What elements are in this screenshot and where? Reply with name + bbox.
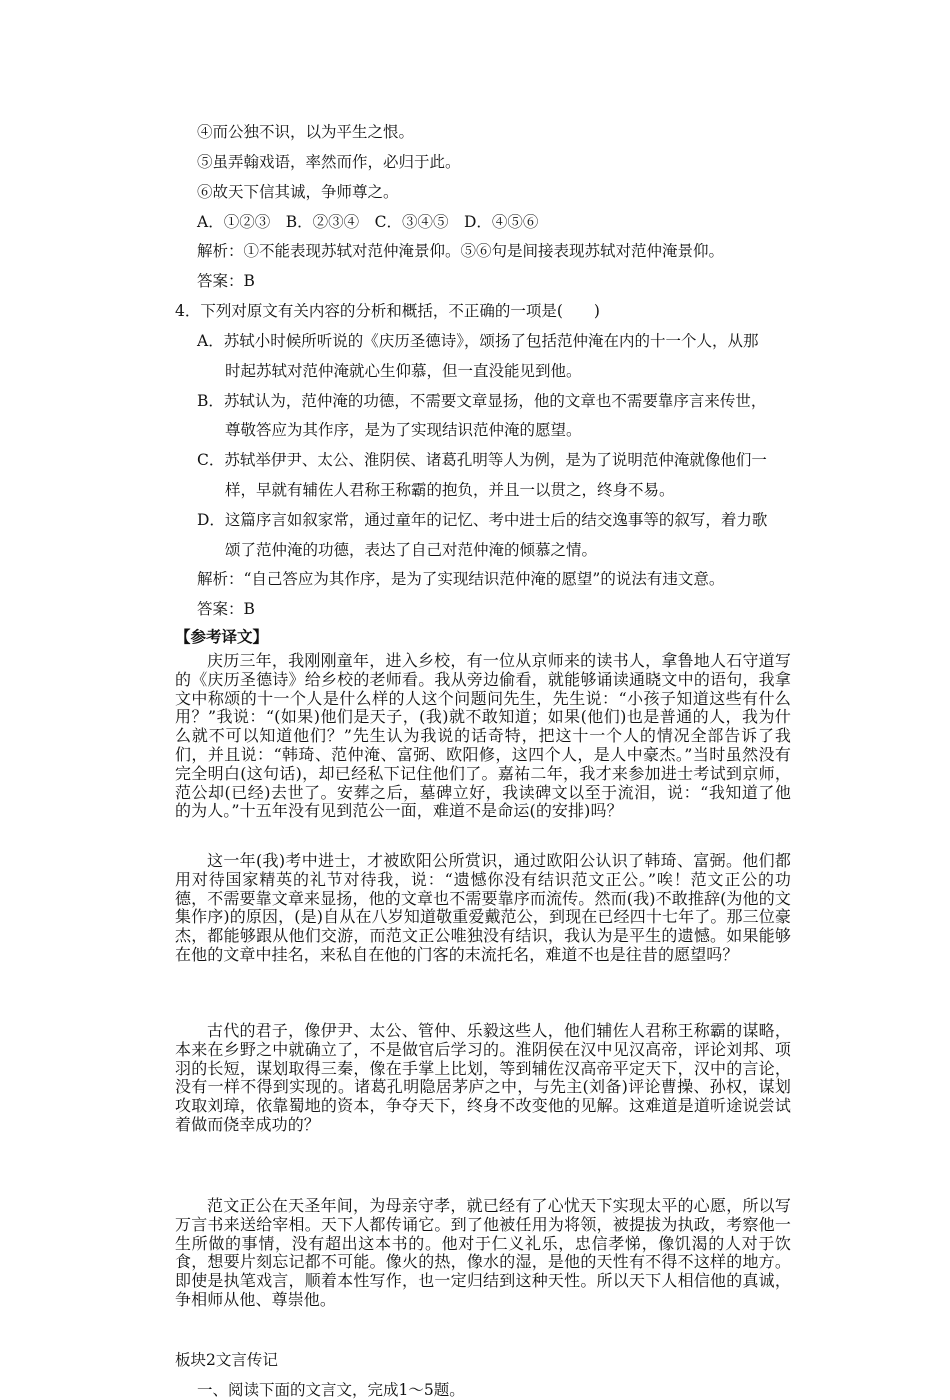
option-b-line-2: 尊敬答应为其作序，是为了实现结识范仲淹的愿望。 (225, 421, 582, 439)
option-c-line-2: 样，早就有辅佐人君称王称霸的抱负，并且一以贯之，终身不易。 (225, 481, 675, 499)
option-d-line-1: D．这篇序言如叙家常，通过童年的记忆、考中进士后的结交逸事等的叙写，着力歌 (197, 511, 768, 529)
choice-item-6: ⑥故天下信其诚，争师尊之。 (197, 183, 399, 201)
translation-heading: 【参考译文】 (175, 627, 269, 646)
option-a-line-2: 时起苏轼对范仲淹就心生仰慕，但一直没能见到他。 (225, 362, 582, 380)
question-4-analysis: 解析：“自己答应为其作序，是为了实现结识范仲淹的愿望”的说法有违文意。 (197, 570, 725, 588)
question-4-stem: 4．下列对原文有关内容的分析和概括，不正确的一项是( ) (175, 302, 600, 320)
section-2-instruction: 一、阅读下面的文言文，完成1～5题。 (197, 1381, 465, 1399)
translation-paragraph-2: 这一年(我)考中进士，才被欧阳公所赏识，通过欧阳公认识了韩琦、富弼。他们都用对待国家精英的礼节对待我，说：“遗憾你没有结识范文正公。”唉！范文正公的功德，不需要靠文章来显扬，他的文章也不需要靠序而流传。然而(我)不敢推辞(为他的文集作序)的原因，(是)自从在八岁知道敬重爱戴范公，到现在已经四十七年了。那三位豪杰，都能够跟从他们交游，而范文正公唯独没有结识，我认为是平生的遗憾。如果能够在他的文章中挂名，来私自在他的门客的末流托名，难道不也是往昔的愿望吗？ (175, 851, 791, 964)
translation-paragraph-4: 范文正公在天圣年间，为母亲守孝，就已经有了心忧天下实现太平的心愿，所以写万言书来送给宰相。天下人都传诵它。到了他被任用为将领，被提拔为执政，考察他一生所做的事情，没有超出这本书的。他对于仁义礼乐，忠信孝悌，像饥渴的人对于饮食，想要片刻忘记都不可能。像火的热，像水的湿，是他的天性有不得不这样的地方。即使是执笔戏言，顺着本性写作，也一定归结到这种天性。所以天下人相信他的真诚，争相师从他、尊崇他。 (175, 1196, 791, 1309)
translation-paragraph-1: 庆历三年，我刚刚童年，进入乡校，有一位从京师来的读书人，拿鲁地人石守道写的《庆历圣德诗》给乡校的老师看。我从旁边偷看，就能够诵读通晓文中的语句，我拿文中称颂的十一个人是什么样的人这个问题问先生，先生说：“小孩子知道这些有什么用？”我说：“(如果)他们是天子，(我)就不敢知道；如果(他们)也是普通的人，我为什么就不可以知道他们？”先生认为我说的话奇特，把这十一个人的情况全部告诉了我们，并且说：“韩琦、范仲淹、富弼、欧阳修，这四个人，是人中豪杰。”当时虽然没有完全明白(这句话)，却已经私下记住他们了。嘉祐二年，我才来参加进士考试到京师，范公却(已经)去世了。安葬之后，墓碑立好，我读碑文以至于流泪，说：“我知道了他的为人。”十五年没有见到范公一面，难道不是命运(的安排)吗？ (175, 651, 791, 821)
translation-paragraph-3: 古代的君子，像伊尹、太公、管仲、乐毅这些人，他们辅佐人君称王称霸的谋略，本来在乡野之中就确立了，不是做官后学习的。淮阴侯在汉中见汉高帝，评论刘邦、项羽的长短，谋划取得三秦，像在手掌上比划，等到辅佐汉高帝平定天下，汉中的言论，没有一样不得到实现的。诸葛孔明隐居茅庐之中，与先主(刘备)评论曹操、孙权，谋划攻取刘璋，依靠蜀地的资本，争夺天下，终身不改变他的见解。这难道是道听途说尝试着做而侥幸成功的？ (175, 1021, 791, 1134)
option-b-line-1: B．苏轼认为，范仲淹的功德，不需要文章显扬，他的文章也不需要靠序言来传世， (197, 392, 767, 410)
option-d-line-2: 颂了范仲淹的功德，表达了自己对范仲淹的倾慕之情。 (225, 541, 598, 559)
question-3-analysis: 解析：①不能表现苏轼对范仲淹景仰。⑤⑥句是间接表现苏轼对范仲淹景仰。 (197, 242, 725, 260)
section-2-title: 板块2文言传记 (175, 1351, 278, 1369)
option-a-line-1: A．苏轼小时候所听说的《庆历圣德诗》，颂扬了包括范仲淹在内的十一个人，从那 (197, 332, 759, 350)
choice-item-4: ④而公独不识，以为平生之恨。 (197, 123, 415, 141)
choice-item-5: ⑤虽弄翰戏语，率然而作，必归于此。 (197, 153, 461, 171)
question-3-answer: 答案：B (197, 272, 255, 290)
question-4-answer: 答案：B (197, 600, 255, 618)
question-3-options: A．①②③ B．②③④ C．③④⑤ D．④⑤⑥ (197, 213, 539, 231)
option-c-line-1: C．苏轼举伊尹、太公、淮阴侯、诸葛孔明等人为例，是为了说明范仲淹就像他们一 (197, 451, 767, 469)
